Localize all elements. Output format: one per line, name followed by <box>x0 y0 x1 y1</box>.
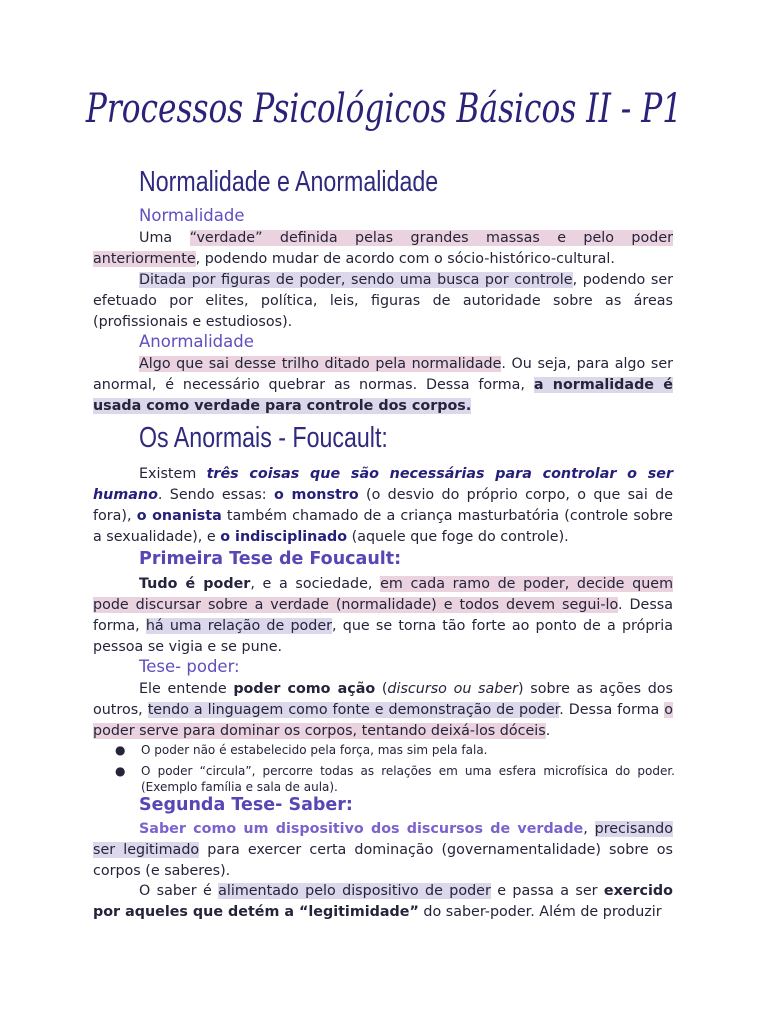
text: . Dessa forma <box>559 702 665 718</box>
highlight-text: o poder serve para dominar os corpos, tentando deixá-los dóceis <box>93 702 673 739</box>
bold-text: exercido por aqueles que detém a “legitimidade” <box>93 883 673 920</box>
subheading-anormalidade: Anormalidade <box>139 332 254 351</box>
text: Existem <box>139 466 207 482</box>
highlight-text: em cada ramo de poder, decide quem pode discursar sobre a verdade (normalidade) e todos devem segui-lo <box>93 576 673 613</box>
text: para exercer certa dominação (governamentalidade) sobre os corpos (e saberes). <box>93 842 673 879</box>
paragraph-tese-poder <box>93 679 673 742</box>
list-item-text: O poder “circula”, percorre todas as relações em uma esfera microfísica do poder. (Exemplo família e sala de aula). <box>141 764 675 794</box>
document-title: Processos Psicológicos Básicos II - P1 <box>85 86 683 132</box>
bold-text: o monstro <box>273 487 359 503</box>
text: ( <box>375 681 388 697</box>
text: (o desvio do próprio corpo, o que sai de fora), <box>93 487 674 524</box>
text: O saber é <box>139 883 219 899</box>
bold-text: poder como ação <box>233 681 376 697</box>
text: , e a sociedade, <box>250 576 381 592</box>
list-item-text: O poder não é estabelecido pela força, mas sim pela fala. <box>141 743 488 757</box>
text: . Dessa forma, <box>93 597 673 634</box>
paragraph-tese-saber <box>93 819 673 882</box>
text: , <box>583 821 595 837</box>
highlight-text: tendo a linguagem como fonte e demonstração de poder <box>147 702 560 718</box>
paragraph-normalidade-1 <box>93 228 673 270</box>
highlight-text: Algo que sai desse trilho ditado pela normalidade <box>139 356 502 372</box>
text: e passa a ser <box>490 883 604 899</box>
text: . Sendo essas: <box>157 487 274 503</box>
text: . <box>545 723 551 739</box>
highlight-text: há uma relação de poder <box>145 618 333 634</box>
paragraph-saber-poder <box>93 881 673 923</box>
bold-text: o onanista <box>136 508 222 524</box>
text: (aquele que foge do controle). <box>347 529 569 545</box>
italic-text: discurso ou saber <box>387 681 519 697</box>
bullet-icon: ● <box>115 743 126 757</box>
highlight-text: “verdade” definida pelas grandes massas e pelo poder anteriormente <box>93 230 674 267</box>
text: . Ou seja, para algo ser anormal, é necessário quebrar as normas. Dessa forma, <box>93 356 673 393</box>
thesis-heading-1: Primeira Tese de Foucault: <box>139 549 402 569</box>
bold-text: Tudo é poder <box>139 576 251 592</box>
text: , podendo mudar de acordo com o sócio-histórico-cultural. <box>195 251 615 267</box>
paragraph-anormais <box>93 464 673 548</box>
list-item <box>115 742 675 758</box>
bold-text: o indisciplinado <box>220 529 348 545</box>
text: ) sobre as ações dos outros, <box>93 681 673 718</box>
text: também chamado de a criança masturbatória (controle sobre a sexualidade), e <box>93 508 673 545</box>
emphasis-text: três coisas que são necessárias para controlar o ser humano <box>93 466 673 503</box>
text: Ele entende <box>139 681 234 697</box>
highlight-text: alimentado pelo dispositivo de poder <box>218 883 491 899</box>
highlight-text: Ditada por figuras de poder, sendo uma busca por controle <box>139 272 573 288</box>
bullet-icon: ● <box>115 764 126 778</box>
paragraph-tese-1 <box>93 574 673 658</box>
text: , que se torna tão forte ao ponto de a própria pessoa se vigia e se pune. <box>93 618 674 655</box>
bold-text: Saber como um dispositivo dos discursos de verdade <box>139 821 584 837</box>
subheading-normalidade: Normalidade <box>139 206 245 225</box>
bullet-list <box>115 742 675 800</box>
text: do saber-poder. Além de produzir <box>418 904 662 920</box>
list-item <box>115 763 675 795</box>
paragraph-anormalidade <box>93 354 673 417</box>
text: Uma <box>139 230 190 246</box>
bold-highlight-text: a normalidade é usada como verdade para controle dos corpos. <box>93 377 673 414</box>
subheading-tese-poder: Tese- poder: <box>139 657 240 676</box>
text: , podendo ser efetuado por elites, política, leis, figuras de autoridade sobre as áreas (profissionais e estudiosos). <box>93 272 673 330</box>
paragraph-normalidade-2 <box>93 270 673 333</box>
highlight-text: precisando ser legitimado <box>93 821 673 858</box>
thesis-heading-2: Segunda Tese- Saber: <box>139 795 353 815</box>
section-heading-anormais: Os Anormais - Foucault: <box>139 422 388 454</box>
section-heading-normalidade: Normalidade e Anormalidade <box>139 166 439 198</box>
